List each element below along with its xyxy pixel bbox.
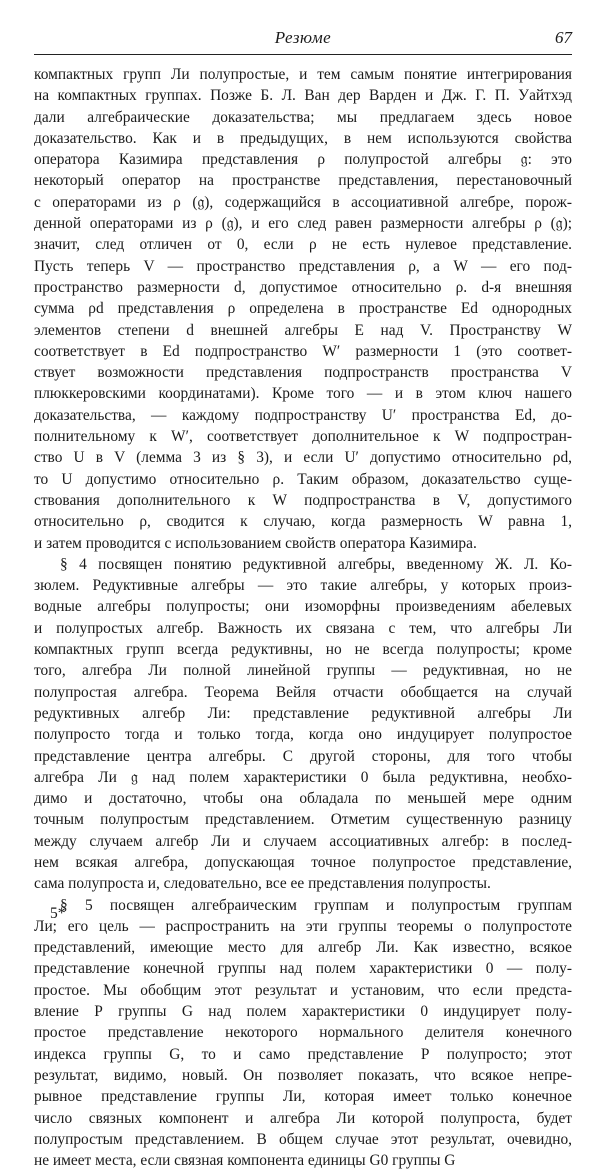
text-line: ство U в V (лемма 3 из § 3), и если U′ допустимо относительно ρd, (34, 449, 572, 467)
text-line: на компактных группах. Позже Б. Л. Ван дер Варден и Дж. Г. П. Уайтхэд (34, 87, 572, 105)
text-line: и затем проводится с использованием свойств оператора Казимира. (34, 534, 477, 552)
text-line: зюлем. Редуктивные алгебры — это такие алгебры, у которых произ- (34, 577, 572, 595)
page-header (34, 24, 572, 55)
text-line: водные алгебры полупросты; они изоморфны произведениям абелевых (34, 598, 572, 616)
text-line: Ли; его цель — распространить на эти группы теоремы о полупростоте (34, 917, 572, 935)
text-line: точным полупростым представлением. Отметим существенную разницу (34, 811, 572, 829)
text-line: димо и достаточно, чтобы она обладала по меньшей мере одним (34, 790, 572, 808)
text-line: дали алгебраические доказательства; мы предлагаем здесь новое (34, 108, 572, 126)
text-line: представлений, имеющие место для алгебр Ли. Как известно, всякое (34, 939, 572, 957)
body-text (34, 64, 572, 1171)
text-line: компактных групп всегда редуктивны, но не всегда полупросты; кроме (34, 641, 572, 659)
text-line: пространство размерности d, допустимое относительно ρ. d-я внешняя (34, 278, 572, 296)
text-line: между случаем алгебр Ли и случаем ассоциативных алгебр: в послед- (34, 832, 572, 850)
text-line: результат, видимо, новый. Он позволяет показать, что всякое непре- (34, 1066, 572, 1084)
text-line: рывное представление группы Ли, которая имеет только конечное (34, 1088, 572, 1106)
text-line: значит, след отличен от 0, если ρ не есть нулевое представление. (34, 236, 572, 254)
text-line: соответствует в Ed подпространство W′ размерности 1 (это соответ- (34, 342, 572, 360)
text-line: сама полупроста и, следовательно, все ее представления полупросты. (34, 875, 491, 893)
text-line: сумма ρd представления ρ определена в пространстве Ed однородных (34, 300, 572, 318)
text-line: ствует возможности представления подпространств пространства V (34, 364, 572, 382)
text-line: доказательство. Как и в предыдущих, в нем используются свойства (34, 129, 572, 147)
printer-signature-mark: 5* (50, 905, 66, 922)
text-line: и полупростых алгебр. Важность их связана с тем, что алгебры Ли (34, 619, 572, 637)
text-line: алгебра Ли 𝔤 над полем характеристики 0 была редуктивна, необхо- (34, 768, 572, 786)
text-line: вление Р группы G над полем характеристики 0 индуцирует полу- (34, 1003, 572, 1021)
text-line: некоторый оператор на пространстве представления, перестановочный (34, 172, 572, 190)
text-line: плюккеровскими координатами). Кроме того — и в этом ключ нашего (34, 385, 572, 403)
running-title: Резюме (274, 28, 332, 47)
page-number: 67 (555, 28, 572, 47)
text-line: нем всякая алгебра, допускающая точное полупростое представление, (34, 853, 572, 871)
text-line: оператора Казимира представления ρ полупростой алгебры 𝔤: это (34, 151, 572, 169)
text-line: § 4 посвящен понятию редуктивной алгебры, введенному Ж. Л. Ко- (60, 555, 572, 573)
text-line: представление центра алгебры. С другой стороны, для того чтобы (34, 747, 572, 765)
text-line: того, алгебра Ли полной линейной группы — редуктивная, но не (34, 662, 572, 680)
text-line: не имеет места, если связная компонента единицы G0 группы G (34, 1152, 456, 1170)
text-line: элементов степени d внешней алгебры E над V. Пространству W (34, 321, 572, 339)
text-line: компактных групп Ли полупростые, и тем самым понятие интегрирования (34, 66, 572, 83)
text-line: то U допустимо относительно ρ. Таким образом, доказательство суще- (34, 470, 572, 488)
text-line: относительно ρ, сводится к случаю, когда размерность W равна 1, (34, 513, 572, 531)
text-line: полнительному к W′, соответствует дополнительное к W подпростран- (34, 428, 572, 446)
text-line: денной операторами из ρ (𝔤), и его след равен размерности алгебры ρ (𝔤); (34, 215, 572, 233)
text-line: полупростая алгебра. Теорема Вейля отчасти обобщается на случай (34, 683, 572, 701)
text-line: индекса группы G, то и само представление Р полупросто; этот (34, 1045, 572, 1063)
text-line: Пусть теперь V — пространство представления ρ, а W — его под- (34, 257, 572, 275)
text-line: простое представление некоторого нормального делителя конечного (34, 1024, 572, 1042)
text-line: число связных компонент и алгебра Ли которой полупроста, будет (34, 1109, 572, 1127)
text-line: простое. Мы обобщим этот результат и установим, что если предста- (34, 981, 572, 999)
text-line: § 5 посвящен алгебраическим группам и полупростым группам (60, 896, 572, 914)
text-line: полупростым представлением. В общем случае этот результат, очевидно, (34, 1130, 572, 1148)
text-line: представление конечной группы над полем характеристики 0 — полу- (34, 960, 572, 978)
text-line: ствования дополнительного к W подпространства в V, допустимого (34, 491, 572, 509)
text-line: редуктивных алгебр Ли: представление редуктивной алгебры Ли (34, 704, 572, 722)
text-line: полупросто тогда и только тогда, когда оно индуцирует полупростое (34, 726, 572, 744)
text-line: доказательства, — каждому подпространству U′ пространства Ed, до- (34, 406, 572, 424)
text-line: с операторами из ρ (𝔤), содержащийся в ассоциативной алгебре, порож- (34, 193, 572, 211)
